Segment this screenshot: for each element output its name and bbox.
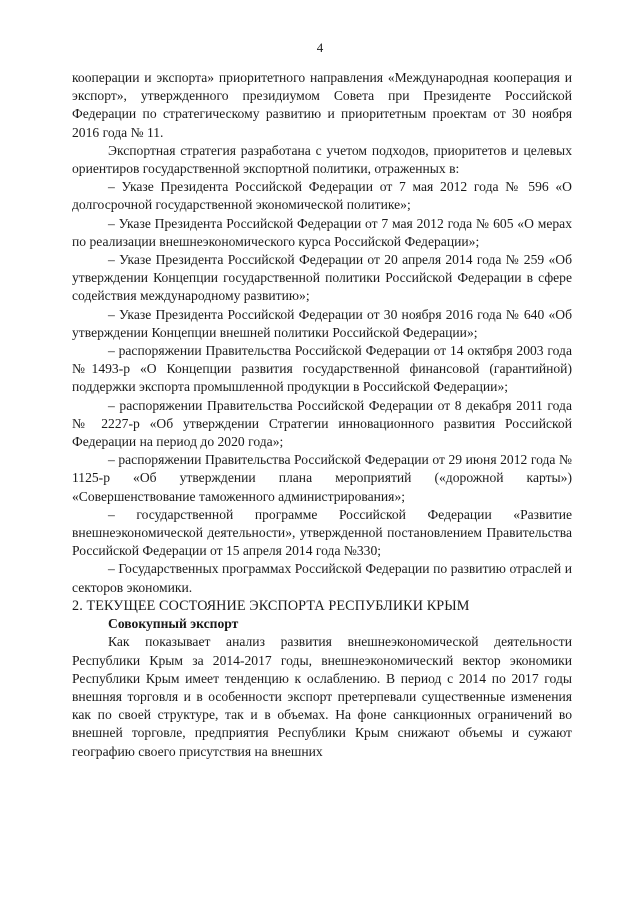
list-item: – государственной программе Российской Федерации «Развитие внешнеэкономической деятельности», утвержденной постановлением Правительства Российской Федерации от 15 апреля 2014 года №330; xyxy=(72,506,572,559)
list-item: – Указе Президента Российской Федерации от 20 апреля 2014 года № 259 «Об утверждении Концепции государственной политики Российской Федерации в сфере содействия международному развитию»; xyxy=(72,252,572,304)
section-subheading: Совокупный экспорт xyxy=(108,616,239,632)
list-item: – Государственных программах Российской Федерации по развитию отраслей и секторов экономики. xyxy=(72,561,572,595)
page-number: 4 xyxy=(316,40,324,55)
list-item: – распоряжении Правительства Российской Федерации от 8 декабря 2011 года № 2227-р «Об утверждении Стратегии инновационного развития Российской Федерации на период до 2020 года»; xyxy=(72,397,572,450)
paragraph-intro: Экспортная стратегия разработана с учетом подходов, приоритетов и целевых ориентиров государственной экспортной политики, отраженных в: xyxy=(72,142,572,177)
paragraph-continuation: кооперации и экспорта» приоритетного направления «Международная кооперация и экспорт», утвержденного президиумом Совета при Президенте Российской Федерации по стратегическому развитию и приоритетным проектам от 30 ноября 2016 года № 11. xyxy=(72,70,572,140)
list-item: – Указе Президента Российской Федерации от 7 мая 2012 года № 605 «О мерах по реализации внешнеэкономического курса Российской Федерации»; xyxy=(72,215,572,249)
section-body: Как показывает анализ развития внешнеэкономической деятельности Республики Крым за 2014-2017 годы, внешнеэкономический вектор экономики Республики Крым имеет тенденцию к ослаблению. В период с 2014 по 2017 годы внешняя торговля и в особенности экспорт претерпевали существенные изменения как по своей структуре, так и в объемах. На фоне санкционных ограничений во внешней торговле, предприятия Республики Крым снижают объемы и сужают географию своего присутствия на внешних xyxy=(72,634,572,759)
list-item: – Указе Президента Российской Федерации от 30 ноября 2016 года № 640 «Об утверждении Концепции внешней политики Российской Федерации»; xyxy=(72,306,572,340)
list-item: – Указе Президента Российской Федерации от 7 мая 2012 года № 596 «О долгосрочной государственной экономической политике»; xyxy=(72,179,572,213)
document-body xyxy=(72,69,572,761)
list-item: – распоряжении Правительства Российской Федерации от 29 июня 2012 года № 1125-р «Об утверждении плана мероприятий («дорожной карты») «Совершенствование таможенного администрирования»; xyxy=(72,452,572,504)
section-heading: 2. ТЕКУЩЕЕ СОСТОЯНИЕ ЭКСПОРТА РЕСПУБЛИКИ КРЫМ xyxy=(72,597,470,614)
list-item: – распоряжении Правительства Российской Федерации от 14 октября 2003 года №1493-р «О Концепции развития государственной финансовой (гарантийной) поддержки экспорта промышленной продукции в Российской Федерации»; xyxy=(72,343,572,395)
